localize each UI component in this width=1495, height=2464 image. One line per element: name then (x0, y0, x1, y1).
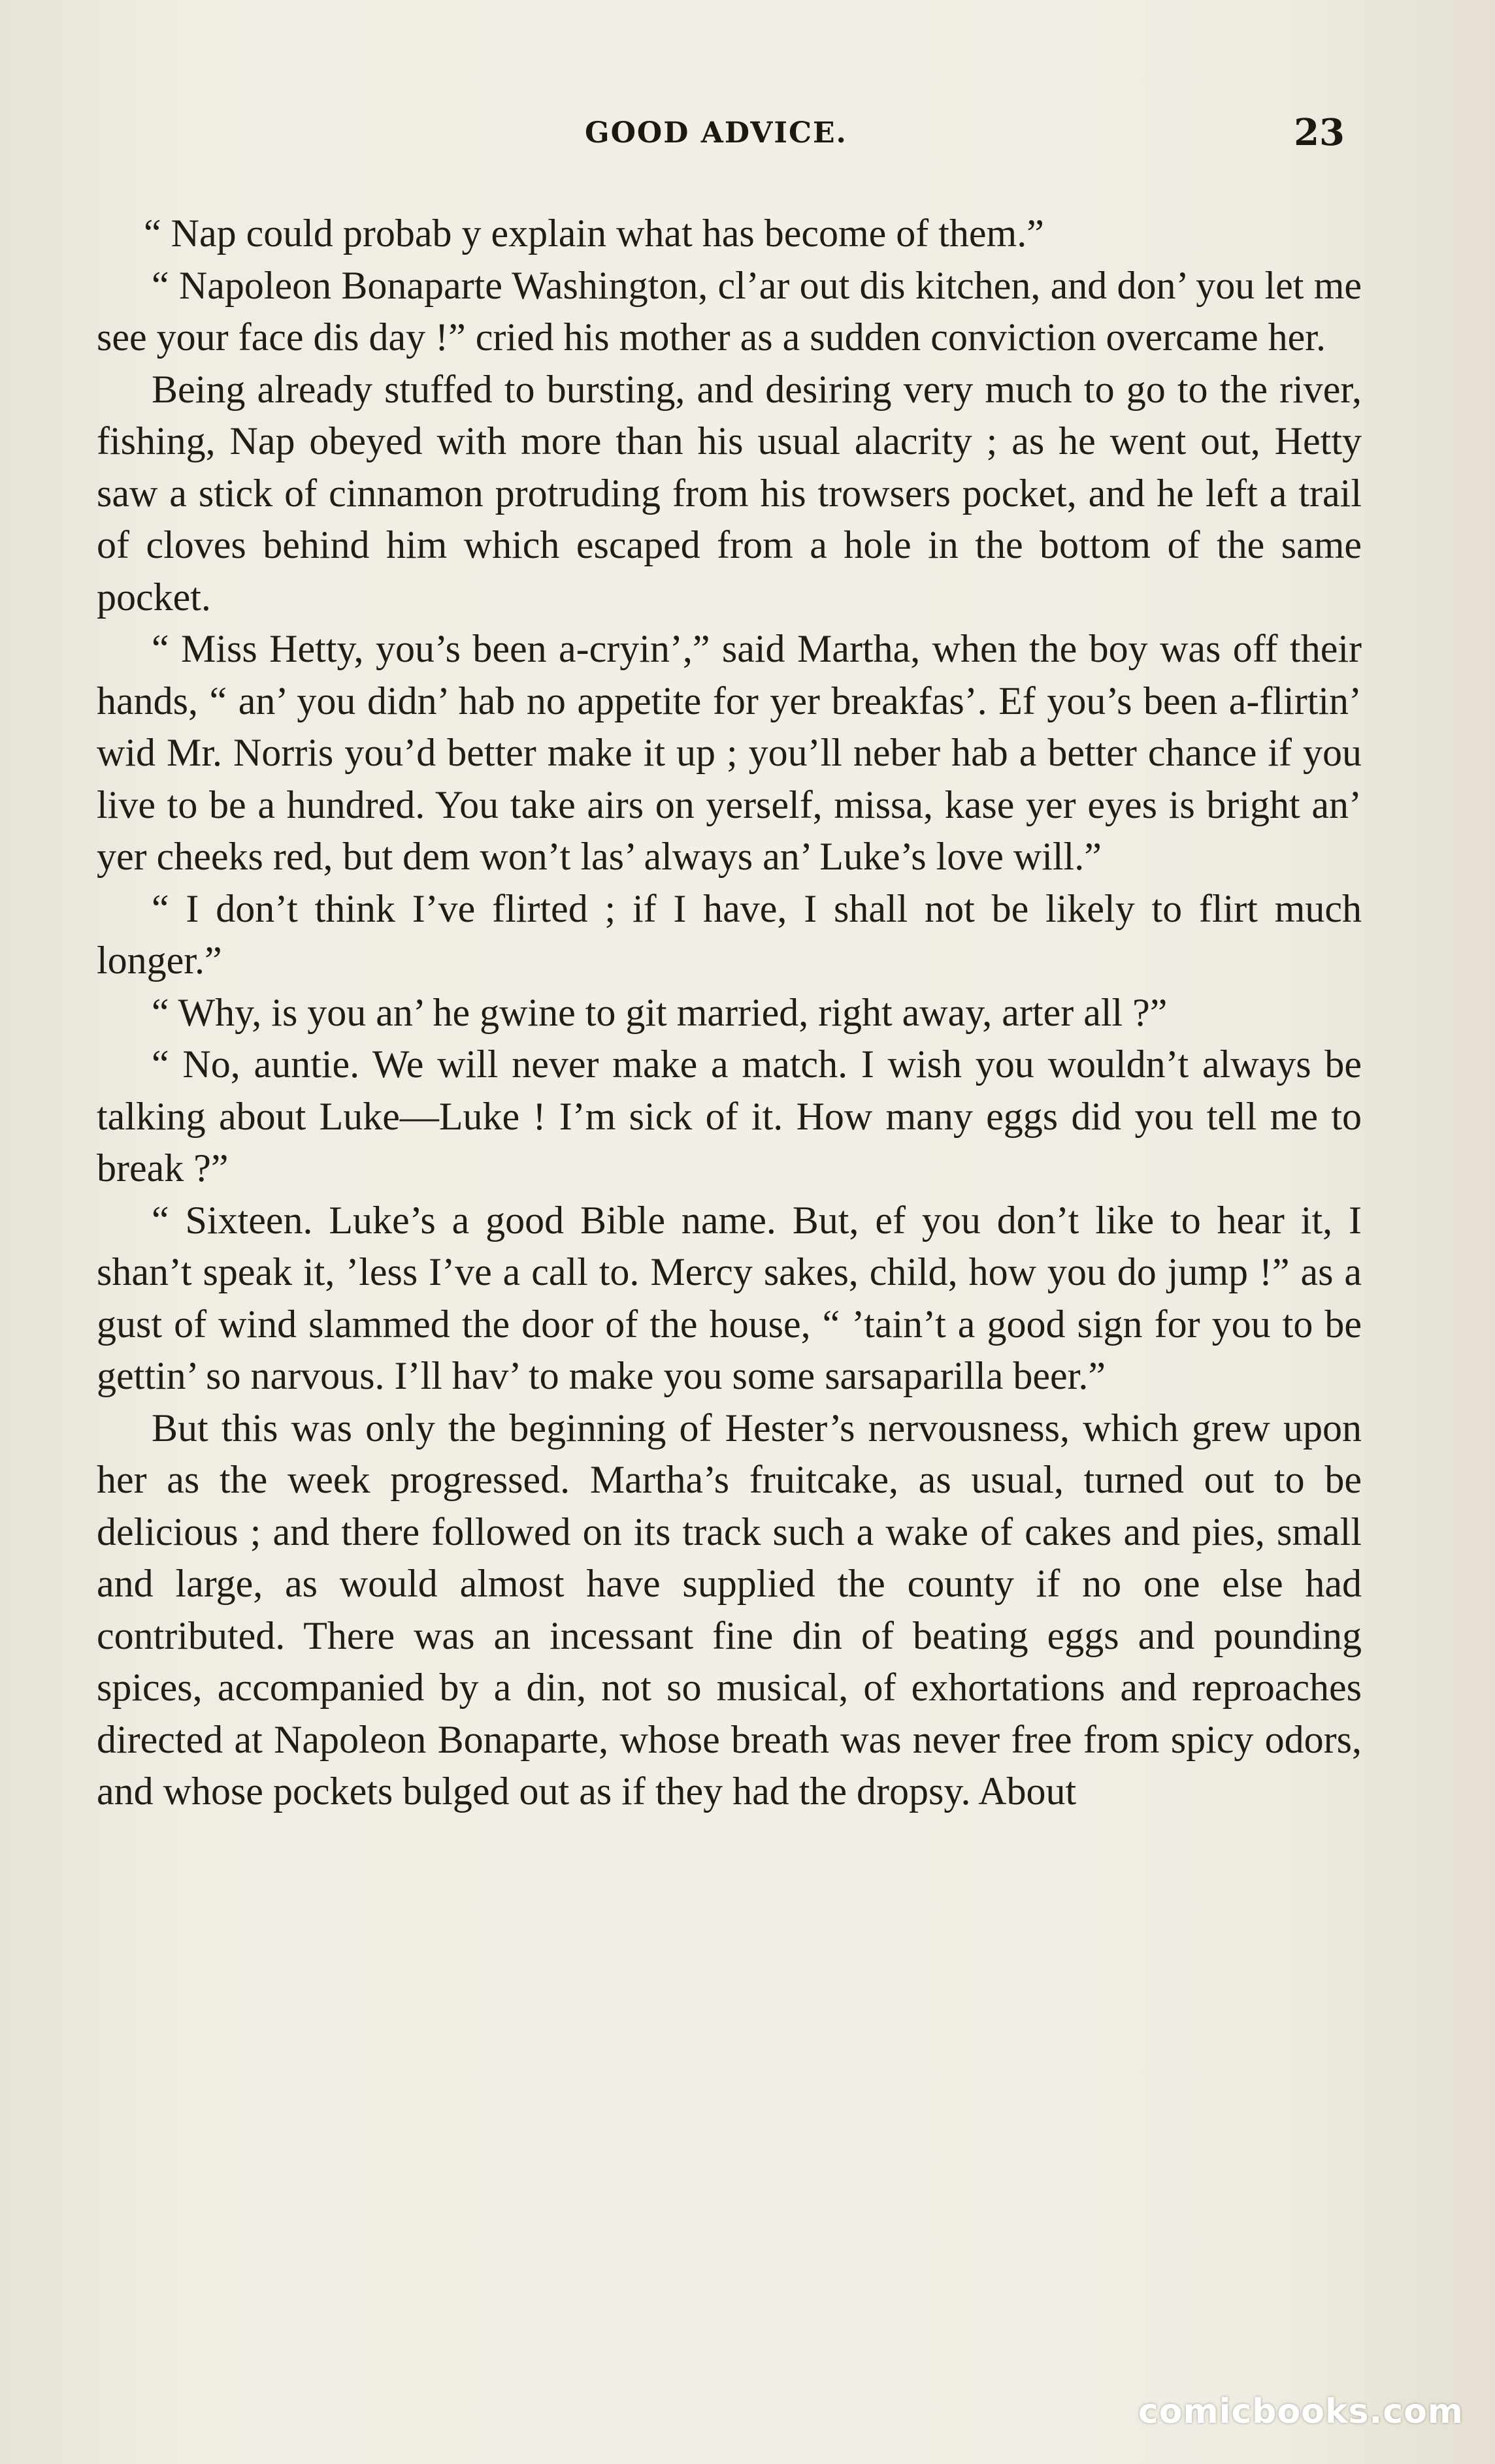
body-text (97, 208, 1362, 1818)
paragraph-2: “ Napoleon Bonaparte Washington, cl’ar out dis kitchen, and don’ you let me see your face dis day !” cried his mother as a sudden conviction overcame her. (97, 263, 1362, 359)
paragraph-3: Being already stuffed to bursting, and desiring very much to go to the river, fishing, Nap obeyed with more than his usual alacrity ; as he went out, Hetty saw a stick of cinnamon protruding from his trowsers pocket, and he left a trail of cloves behind him which escaped from a hole in the bottom of the same pocket. (97, 367, 1362, 619)
page-number: 23 (1294, 111, 1345, 154)
paragraph-7: “ No, auntie. We will never make a match. I wish you wouldn’t always be talking about Luke—Luke ! I’m sick of it. How many eggs did you tell me to break ?” (97, 1043, 1362, 1190)
site-watermark: comicbooks.com (1138, 2392, 1464, 2431)
paragraph-4: “ Miss Hetty, you’s been a-cryin’,” said Martha, when the boy was off their hands, “ an’ you didn’ hab no appetite for yer breakfas’. Ef you’s been a-flirtin’ wid Mr. Norris you’d better make it up ; you’ll neber hab a better chance if you live to be a hundred. You take airs on yerself, missa, kase yer eyes is bright an’ yer cheeks red, but dem won’t las’ always an’ Luke’s love will.” (97, 627, 1362, 878)
paragraph-8: “ Sixteen. Luke’s a good Bible name. But, ef you don’t like to hear it, I shan’t speak it, ’less I’ve a call to. Mercy sakes, child, how you do jump !” as a gust of wind slammed the door of the house, “ ’tain’t a good sign for you to be gettin’ so narvous. I’ll hav’ to make you some sarsaparilla beer.” (97, 1198, 1362, 1397)
paragraph-9: But this was only the beginning of Hester’s nervousness, which grew upon her as the week progressed. Martha’s fruitcake, as usual, turned out to be delicious ; and there followed on its track such a wake of cakes and pies, small and large, as would almost have supplied the county if no one else had contributed. There was an incessant fine din of beating eggs and pounding spices, accompanied by a din, not so musical, of exhortations and reproaches directed at Napoleon Bonaparte, whose breath was never free from spicy odors, and whose pockets bulged out as if they had the dropsy. About (97, 1406, 1362, 1813)
paragraph-6: “ Why, is you an’ he gwine to git married, right away, arter all ?” (152, 990, 1168, 1034)
running-head: GOOD ADVICE. (585, 116, 847, 150)
paragraph-1: “ Nap could probab y explain what has become of them.” (144, 212, 1044, 255)
paragraph-5: “ I don’t think I’ve flirted ; if I have, I shall not be likely to flirt much longer.” (97, 886, 1362, 982)
page-header (0, 111, 1495, 157)
